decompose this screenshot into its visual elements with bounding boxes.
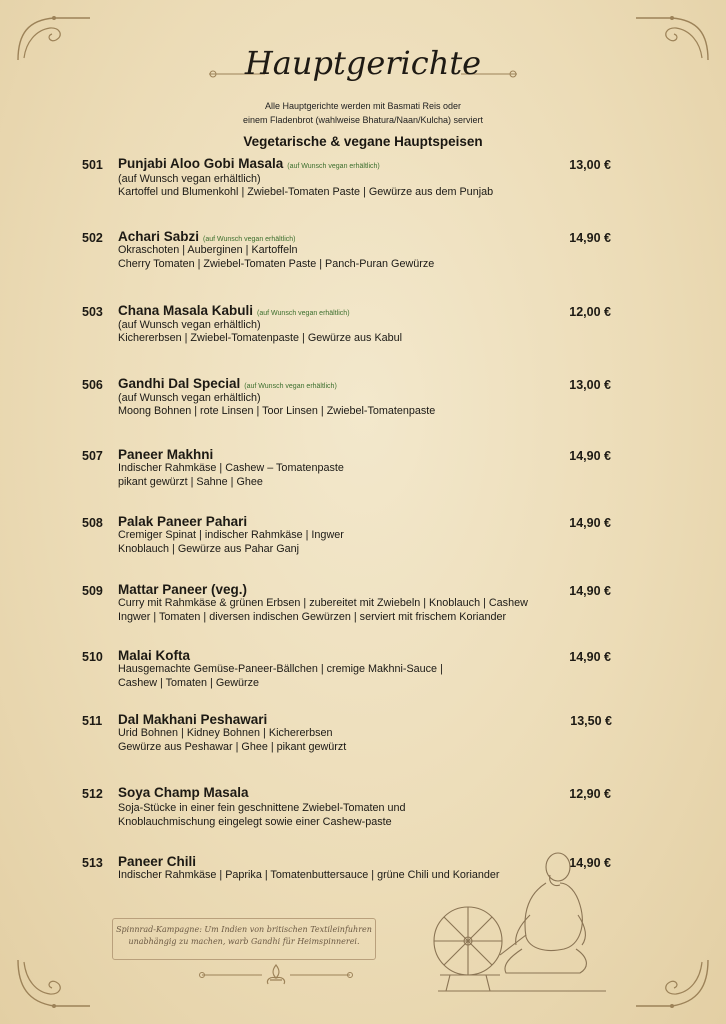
item-description: Moong Bohnen | rote Linsen | Toor Linsen | Zwiebel-Tomatenpaste (118, 405, 436, 417)
intro-text-line1: Alle Hauptgerichte werden mit Basmati Reis oder (264, 101, 462, 111)
item-number: 506 (82, 378, 103, 392)
item-name: Punjabi Aloo Gobi Masala (auf Wunsch vegan erhältlich) (118, 156, 380, 171)
item-number: 507 (82, 449, 103, 463)
item-price: 13,00 € (569, 378, 611, 392)
item-description: Cherry Tomaten | Zwiebel-Tomaten Paste | Panch-Puran Gewürze (118, 258, 435, 270)
caption-line: Spinnrad-Kampagne: Um Indien von britischen Textileinfuhren (116, 925, 372, 934)
vegan-note: (auf Wunsch vegan erhältlich) (257, 310, 350, 317)
item-number: 501 (82, 158, 103, 172)
item-number: 502 (82, 231, 103, 245)
item-number: 512 (82, 787, 103, 801)
gandhi-spinning-wheel-illustration (430, 845, 610, 995)
item-description: Okraschoten | Auberginen | Kartoffeln (118, 244, 298, 256)
section-heading: Vegetarische & vegane Hauptspeisen (243, 134, 483, 149)
item-price: 14,90 € (569, 516, 611, 530)
item-number: 510 (82, 650, 103, 664)
item-description: Indischer Rahmkäse | Cashew – Tomatenpaste (118, 462, 344, 474)
item-description: Gewürze aus Peshawar | Ghee | pikant gewürzt (118, 741, 347, 753)
item-description: Indischer Rahmkäse | Paprika | Tomatenbuttersauce | grüne Chili und Koriander (118, 869, 500, 881)
item-price: 13,00 € (569, 158, 611, 172)
item-name: Soya Champ Masala (118, 785, 249, 800)
vegan-note: (auf Wunsch vegan erhältlich) (287, 163, 380, 170)
item-price: 12,90 € (569, 787, 611, 801)
item-number: 508 (82, 516, 103, 530)
item-description: (auf Wunsch vegan erhältlich) (118, 319, 261, 331)
item-description: Kartoffel und Blumenkohl | Zwiebel-Tomaten Paste | Gewürze aus dem Punjab (118, 186, 494, 198)
item-number: 503 (82, 305, 103, 319)
item-name: Paneer Chili (118, 854, 197, 869)
intro-text-line2: einem Fladenbrot (wahlweise Bhatura/Naan/Kulcha) serviert (242, 115, 484, 125)
item-name: Gandhi Dal Special (auf Wunsch vegan erhältlich) (118, 376, 337, 391)
item-name: Palak Paneer Pahari (118, 514, 248, 529)
item-description: Kichererbsen | Zwiebel-Tomatenpaste | Gewürze aus Kabul (118, 332, 403, 344)
item-description: Knoblauchmischung eingelegt sowie einer Cashew-paste (118, 816, 392, 828)
item-name: Paneer Makhni (118, 447, 214, 462)
item-description: Soja-Stücke in einer fein geschnittene Zwiebel-Tomaten und (118, 802, 406, 814)
item-number: 511 (82, 714, 103, 728)
item-description: pikant gewürzt | Sahne | Ghee (118, 476, 263, 488)
corner-flourish-icon (632, 956, 712, 1010)
item-name: Malai Kofta (118, 648, 191, 663)
item-description: (auf Wunsch vegan erhältlich) (118, 392, 261, 404)
vegan-note: (auf Wunsch vegan erhältlich) (244, 383, 337, 390)
corner-flourish-icon (14, 956, 94, 1010)
spinning-wheel-caption (116, 924, 372, 948)
item-description: Hausgemachte Gemüse-Paneer-Bällchen | cremige Makhni-Sauce | (118, 663, 443, 675)
page-title: Hauptgerichte (244, 44, 482, 82)
item-description: Knoblauch | Gewürze aus Pahar Ganj (118, 543, 300, 555)
item-name: Mattar Paneer (veg.) (118, 582, 248, 597)
fleur-de-lis-icon (196, 962, 356, 988)
item-description: Urid Bohnen | Kidney Bohnen | Kichererbsen (118, 727, 333, 739)
item-price: 14,90 € (569, 650, 611, 664)
item-name: Achari Sabzi (auf Wunsch vegan erhältlich) (118, 229, 296, 244)
item-description: Curry mit Rahmkäse & grünen Erbsen | zubereitet mit Zwiebeln | Knoblauch | Cashew (118, 597, 528, 609)
item-price: 14,90 € (569, 231, 611, 245)
item-name: Chana Masala Kabuli (auf Wunsch vegan erhältlich) (118, 303, 350, 318)
item-number: 509 (82, 584, 103, 598)
item-price: 12,00 € (569, 305, 611, 319)
item-description: Cashew | Tomaten | Gewürze (118, 677, 260, 689)
item-price: 13,50 € (570, 714, 612, 728)
item-number: 513 (82, 856, 103, 870)
item-price: 14,90 € (569, 584, 611, 598)
item-price: 14,90 € (569, 449, 611, 463)
item-description: (auf Wunsch vegan erhältlich) (118, 173, 261, 185)
item-name: Dal Makhani Peshawari (118, 712, 268, 727)
item-description: Ingwer | Tomaten | diversen indischen Gewürzen | serviert mit frischem Koriander (118, 611, 507, 623)
caption-line: unabhängig zu machen, warb Gandhi für Heimspinnerei. (128, 937, 360, 946)
item-price: 14,90 € (569, 856, 611, 870)
item-description: Cremiger Spinat | indischer Rahmkäse | Ingwer (118, 529, 344, 541)
vegan-note: (auf Wunsch vegan erhältlich) (203, 236, 296, 243)
